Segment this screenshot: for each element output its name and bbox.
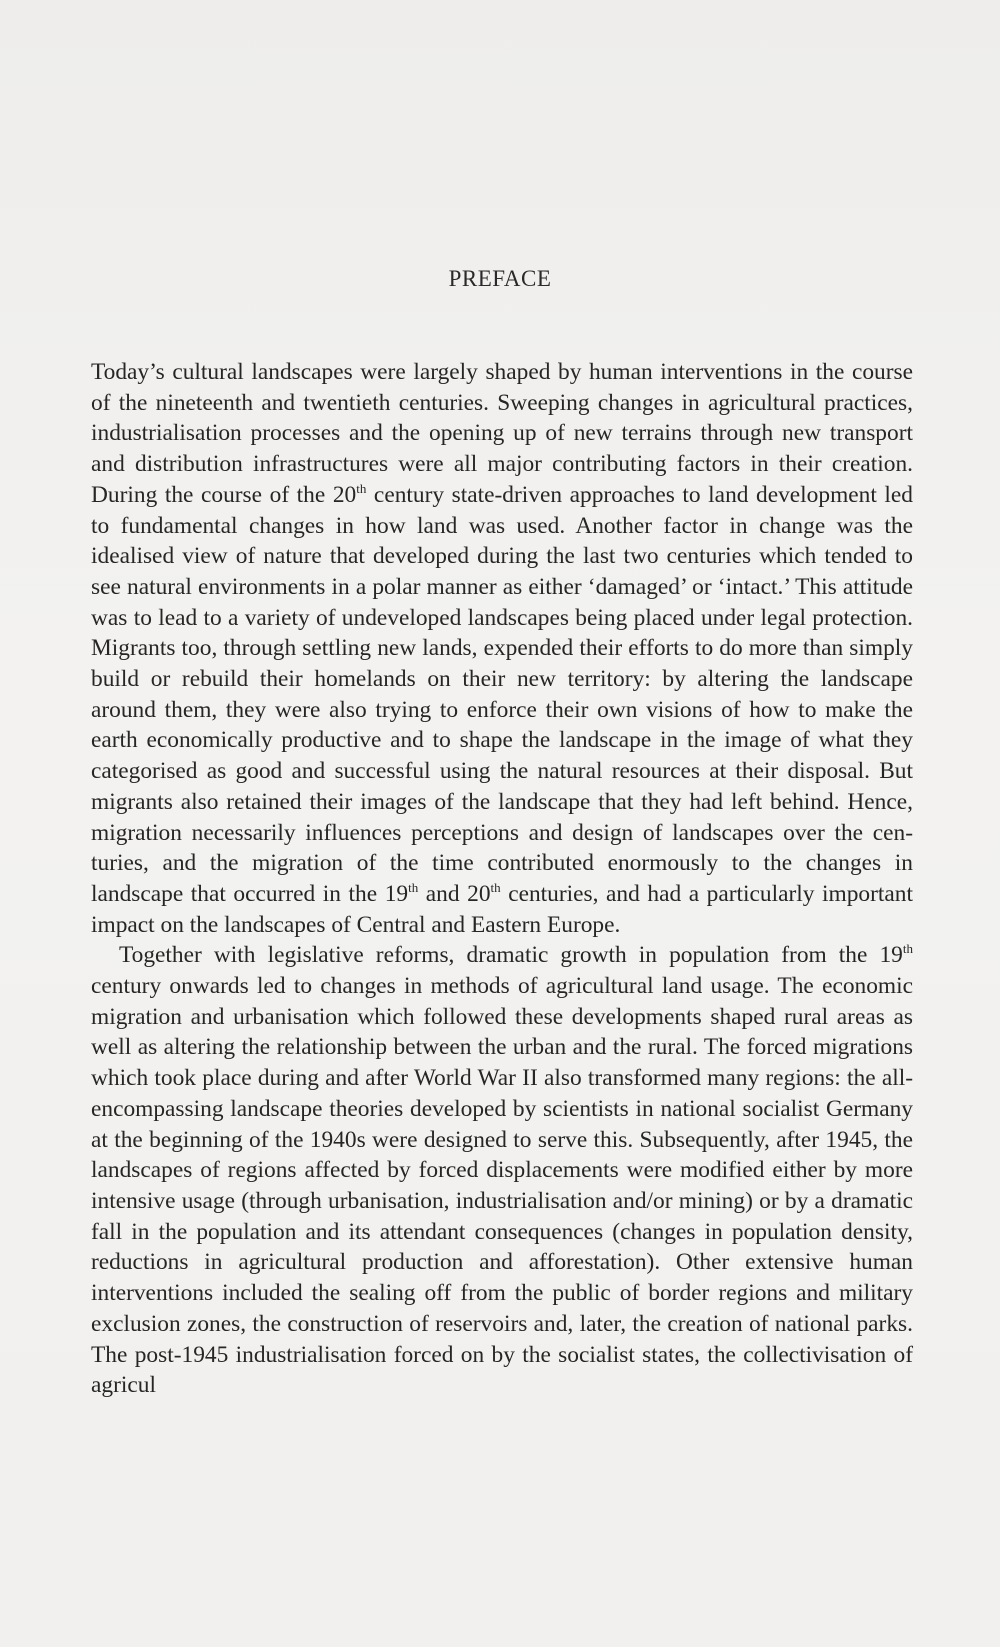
ordinal-superscript: th [902,941,913,957]
paragraph [91,357,913,940]
paragraph-text: Today’s cultural landscapes were largely shaped by human interventions in the course of the nineteenth and twentieth centuries. Sweeping changes in agricultural practices, industrialisation processes and the opening up of new terrains through new transport and distribution infrastructures were all major contributing factors in their creation. During the course of the 20 [91,359,913,508]
ordinal-superscript: th [490,879,501,895]
paragraph-text: Together with legislative reforms, dramatic growth in population from the 19 [119,942,903,969]
paragraph-text: century state-driven approaches to land development led to fundamental changes in how land was used. Another factor in change was the idealised view of nature that developed during the last two centuries which tended to see natural environments in a polar manner as either ‘damaged’ or ‘intact.’ This attitude was to lead to a variety of undeveloped landscapes being placed under legal protection. Migrants too, through settling new lands, expended their efforts to do more than simply build or rebuild their homelands on their new territory: by altering the landscape around them, they were also trying to enforce their own visions of how to make the earth economically productive and to shape the landscape in the image of what they categorised as good and successful using the natural resources at their disposal. But migrants also retained their images of the landscape that they had left behind. Hence, migration necessarily influences perceptions and design of landscapes over the centuries, and the migration of the time contributed enormously to the changes in landscape that occurred in the 19 [91,481,913,907]
paragraph-text: century onwards led to changes in methods of agricultural land usage. The economic migration and urbanisation which followed these developments shaped rural areas as well as altering the relationship between the urban and the rural. The forced migrations which took place during and after World War II also transformed many regions: the all-encompassing landscape theories developed by scientists in national socialist Germany at the beginning of the 1940s were designed to serve this. Subsequently, after 1945, the landscapes of regions affected by forced displacements were modified either by more intensive usage (through urbanisation, industrialisation and/or mining) or by a dramatic fall in the population and its attendant consequences (changes in population density, reductions in agricultural production and afforestation). Other extensive human interventions included the sealing off from the public of border regions and military exclusion zones, the construction of reservoirs and, later, the creation of national parks. The post-1945 industrialisation forced on by the socialist states, the collectivisation of agricul [91,973,913,1399]
paragraph-text: and 20 [418,880,491,907]
ordinal-superscript: th [408,879,419,895]
paragraph-text: centuries, and had a particularly important impact on the landscapes of Central and Eastern Europe. [91,880,913,938]
body-text [91,357,913,1401]
reverse-side-show-through [90,78,910,164]
page-title: PREFACE [448,266,552,291]
ordinal-superscript: th [356,480,367,496]
paragraph [91,940,913,1401]
